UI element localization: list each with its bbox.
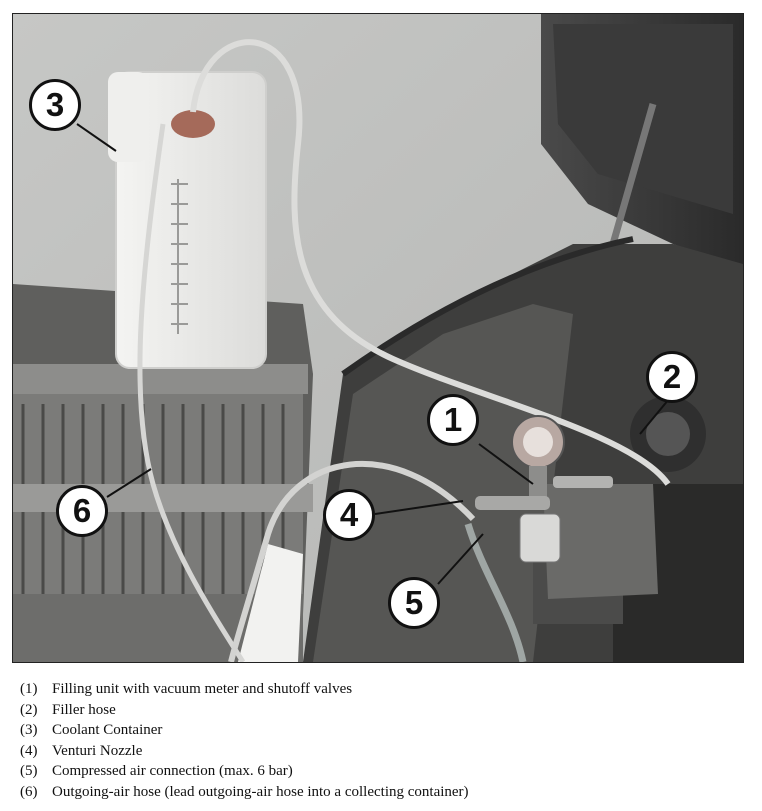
callout-5 (388, 577, 440, 629)
container-cap (171, 110, 215, 138)
legend-text: Coolant Container (52, 722, 163, 738)
legend-text: Compressed air connection (max. 6 bar) (52, 763, 293, 779)
legend-item (20, 782, 740, 803)
engine-bay-photo (12, 13, 744, 663)
callout-5-label: 5 (404, 584, 424, 621)
callout-3-label: 3 (45, 86, 65, 123)
legend-item (20, 720, 740, 741)
legend-number: (2) (20, 701, 38, 718)
legend-text: Filling unit with vacuum meter and shutoff valves (52, 681, 353, 697)
callout-6 (56, 485, 108, 537)
callout-4-label: 4 (339, 496, 359, 533)
legend-number: (4) (20, 742, 38, 759)
legend-number: (3) (20, 722, 38, 738)
legend (20, 679, 740, 802)
coolant-container (108, 72, 266, 368)
engine-bay-illustration (13, 14, 743, 662)
legend-item (20, 679, 740, 700)
callout-3 (29, 79, 81, 131)
callout-1 (427, 394, 479, 446)
legend-number: (6) (20, 783, 38, 800)
legend-item (20, 741, 740, 762)
legend-number: (5) (20, 763, 38, 779)
legend-item (20, 700, 740, 721)
legend-number: (1) (20, 681, 38, 697)
legend-text: Outgoing-air hose (lead outgoing-air hose into a collecting container) (52, 783, 469, 800)
legend-text: Venturi Nozzle (52, 742, 143, 759)
callout-4 (323, 489, 375, 541)
callout-2-label: 2 (662, 358, 682, 395)
legend-item (20, 761, 740, 782)
callout-2 (646, 351, 698, 403)
callout-1-label: 1 (443, 401, 463, 438)
legend-text: Filler hose (52, 701, 116, 718)
callout-6-label: 6 (72, 492, 92, 529)
